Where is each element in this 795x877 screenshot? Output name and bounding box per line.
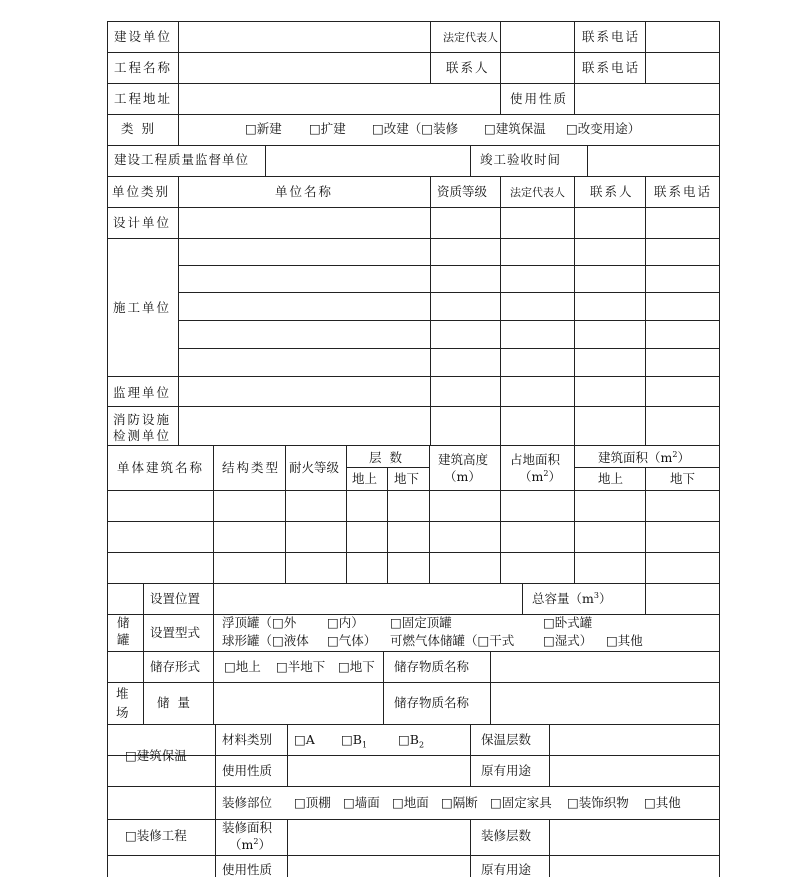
fire-testing-label-1: 消防设施 [113,412,172,427]
table-right-border [719,21,720,877]
yard-label-2: 场 [116,705,129,720]
v-rule [470,819,471,877]
row-rule [107,521,719,522]
part-other[interactable]: □其他 [644,795,681,810]
category-change-use-checkbox[interactable]: □改变用途） [566,121,641,136]
v-rule [430,21,431,52]
v-rule [285,445,286,583]
supervision-unit-label: 建设工程质量监督单位 [114,152,250,167]
total-capacity-label: 总容量$(m^3)$ [532,590,612,606]
decoration-checkbox[interactable]: □装修工程 [125,828,187,843]
legal-rep-label: 法定代表人 [443,31,498,44]
v-rule [429,445,430,583]
unit-subrow-rule [178,320,719,321]
v-rule [587,145,588,176]
tank-type-label: 设置型式 [150,625,201,640]
gas-tank-dry[interactable]: 可燃气体储罐（□干式 [390,633,515,648]
floating-roof-internal[interactable]: □内） [327,615,364,630]
tank-location-label: 设置位置 [150,591,201,606]
decoration-parts-label: 装修部位 [222,795,273,810]
construction-unit-label: 建设单位 [114,29,173,44]
v-rule [470,724,471,786]
category-new-checkbox[interactable]: □新建 [245,121,282,136]
horizontal-tank[interactable]: □卧式罐 [543,615,593,630]
grade-b2-checkbox[interactable]: $□B_2$ [398,732,425,750]
unit-subrow-rule [178,265,719,266]
unit-type-header: 单位类别 [112,184,171,199]
category-rebuild-checkbox[interactable]: □改建（□装修 [372,121,459,136]
fire-rating-header: 耐火等级 [289,460,340,475]
floors-above-header: 地上 [352,471,378,486]
v-rule [500,176,501,445]
row-rule [107,445,719,446]
v-rule [143,583,144,682]
phone-label-2: 联系电话 [582,60,641,75]
insulation-layers-label: 保温层数 [481,732,532,747]
v-rule [574,176,575,445]
spherical-liquid[interactable]: 球形罐（□液体 [222,633,309,648]
use-nature-label: 使用性质 [510,91,569,106]
fixed-roof-tank[interactable]: □固定顶罐 [390,615,452,630]
decoration-original-use-label: 原有用途 [481,862,532,877]
v-rule [143,682,144,724]
supervisor-unit-label: 监理单位 [113,385,172,400]
area-below-header: 地下 [670,471,696,486]
row-rule [107,83,719,84]
v-rule [178,21,179,114]
project-name-label: 工程名称 [114,60,173,75]
area-sub-rule [574,467,719,468]
phone-header: 联系电话 [654,184,713,199]
row-rule [107,583,719,584]
contact-label: 联系人 [446,60,490,75]
category-label: 类 别 [121,121,154,136]
tank-label-2: 罐 [117,632,130,647]
v-rule [215,786,216,877]
v-rule [490,682,491,724]
tank-other[interactable]: □其他 [606,633,643,648]
v-rule [645,583,646,614]
row-rule [107,207,719,208]
footprint-unit: $(m^2)$ [519,468,561,484]
v-rule [574,445,575,583]
insulation-row-rule [215,755,719,756]
floors-below-header: 地下 [394,471,420,486]
row-rule [107,238,719,239]
insulation-original-use-label: 原有用途 [481,763,532,778]
v-rule [287,819,288,877]
storage-form-label: 储存形式 [150,659,201,674]
v-rule [470,145,471,176]
decoration-area-label: 装修面积 [222,820,273,835]
row-rule [107,114,719,115]
v-rule [645,21,646,83]
grade-b1-checkbox[interactable]: $□B_1$ [341,732,368,750]
v-rule [500,21,501,83]
footprint-header: 占地面积 [510,452,561,467]
material-type-label: 材料类别 [222,732,273,747]
design-unit-label: 设计单位 [113,215,172,230]
part-wall[interactable]: □墙面 [343,795,380,810]
phone-label-1: 联系电话 [582,29,641,44]
yard-material-label: 储存物质名称 [394,695,470,710]
decoration-row-rule [215,855,719,856]
v-rule [265,145,266,176]
structure-type-header: 结构类型 [222,460,281,475]
v-rule [213,445,214,583]
v-rule [178,114,179,145]
part-ceiling[interactable]: □顶棚 [294,795,331,810]
grade-a-checkbox[interactable]: □A [294,732,315,747]
yard-storage-label: 储 量 [157,695,190,710]
building-name-header: 单体建筑名称 [117,460,205,475]
gas-tank-wet[interactable]: □湿式） [543,633,593,648]
v-rule [215,724,216,786]
row-rule [107,786,719,787]
part-floor[interactable]: □地面 [392,795,429,810]
area-above-header: 地上 [598,471,624,486]
form-underground[interactable]: □地下 [338,659,375,674]
row-rule [107,145,719,146]
decoration-floors-label: 装修层数 [481,828,532,843]
row-rule [107,724,719,725]
v-rule [522,583,523,614]
part-fixed-furniture[interactable]: □固定家具 [490,795,552,810]
form-semi-underground[interactable]: □半地下 [276,659,326,674]
insulation-checkbox[interactable]: □建筑保温 [125,748,187,763]
tank-label-1: 储 [117,615,130,630]
v-rule [287,724,288,786]
row-rule [107,552,719,553]
height-unit: （m） [444,469,481,484]
category-extend-checkbox[interactable]: □扩建 [309,121,346,136]
v-rule [549,724,550,786]
part-textiles[interactable]: □装饰织物 [567,795,629,810]
part-partition[interactable]: □隔断 [441,795,478,810]
tank-row-rule [107,651,719,652]
legal-rep-header: 法定代表人 [510,186,565,199]
row-rule [107,21,719,22]
row-rule [107,52,719,53]
contact-header: 联系人 [590,184,634,199]
row-rule [107,490,719,491]
floating-roof-external[interactable]: 浮顶罐（□外 [222,615,297,630]
v-rule [383,682,384,724]
row-rule [107,682,719,683]
v-rule [387,467,388,583]
spherical-gas[interactable]: □气体） [327,633,377,648]
completion-time-label: 竣工验收时间 [480,152,562,167]
construction-company-label: 施工单位 [113,300,172,315]
v-rule [430,52,431,83]
decoration-area-unit: $(m^2)$ [229,836,271,852]
project-address-label: 工程地址 [114,91,173,106]
v-rule [645,467,646,583]
v-rule [500,445,501,583]
v-rule [549,819,550,877]
v-rule [178,176,179,445]
v-rule [346,445,347,583]
v-rule [645,176,646,445]
qualification-header: 资质等级 [437,184,488,199]
row-rule [107,406,719,407]
v-rule [500,83,501,114]
v-rule [213,583,214,682]
yard-label-1: 堆 [116,686,129,701]
height-header: 建筑高度 [438,452,489,467]
v-rule [574,21,575,114]
unit-subrow-rule [178,348,719,349]
floors-header: 层 数 [369,450,402,465]
v-rule [430,176,431,445]
decoration-use-nature-label: 使用性质 [222,862,273,877]
v-rule [213,682,214,724]
unit-name-header: 单位名称 [275,184,334,199]
v-rule [490,651,491,682]
tank-material-label: 储存物质名称 [394,659,470,674]
form-above-ground[interactable]: □地上 [224,659,261,674]
v-rule [383,651,384,682]
building-area-header: 建筑面积$(m^2)$ [598,449,690,465]
unit-subrow-rule [178,292,719,293]
row-rule [107,176,719,177]
fire-testing-label-2: 检测单位 [113,428,172,443]
row-rule [107,376,719,377]
decoration-row-rule [215,819,719,820]
category-insulation-checkbox[interactable]: □建筑保温 [484,121,546,136]
table-left-border [107,21,108,877]
insulation-use-nature-label: 使用性质 [222,763,273,778]
